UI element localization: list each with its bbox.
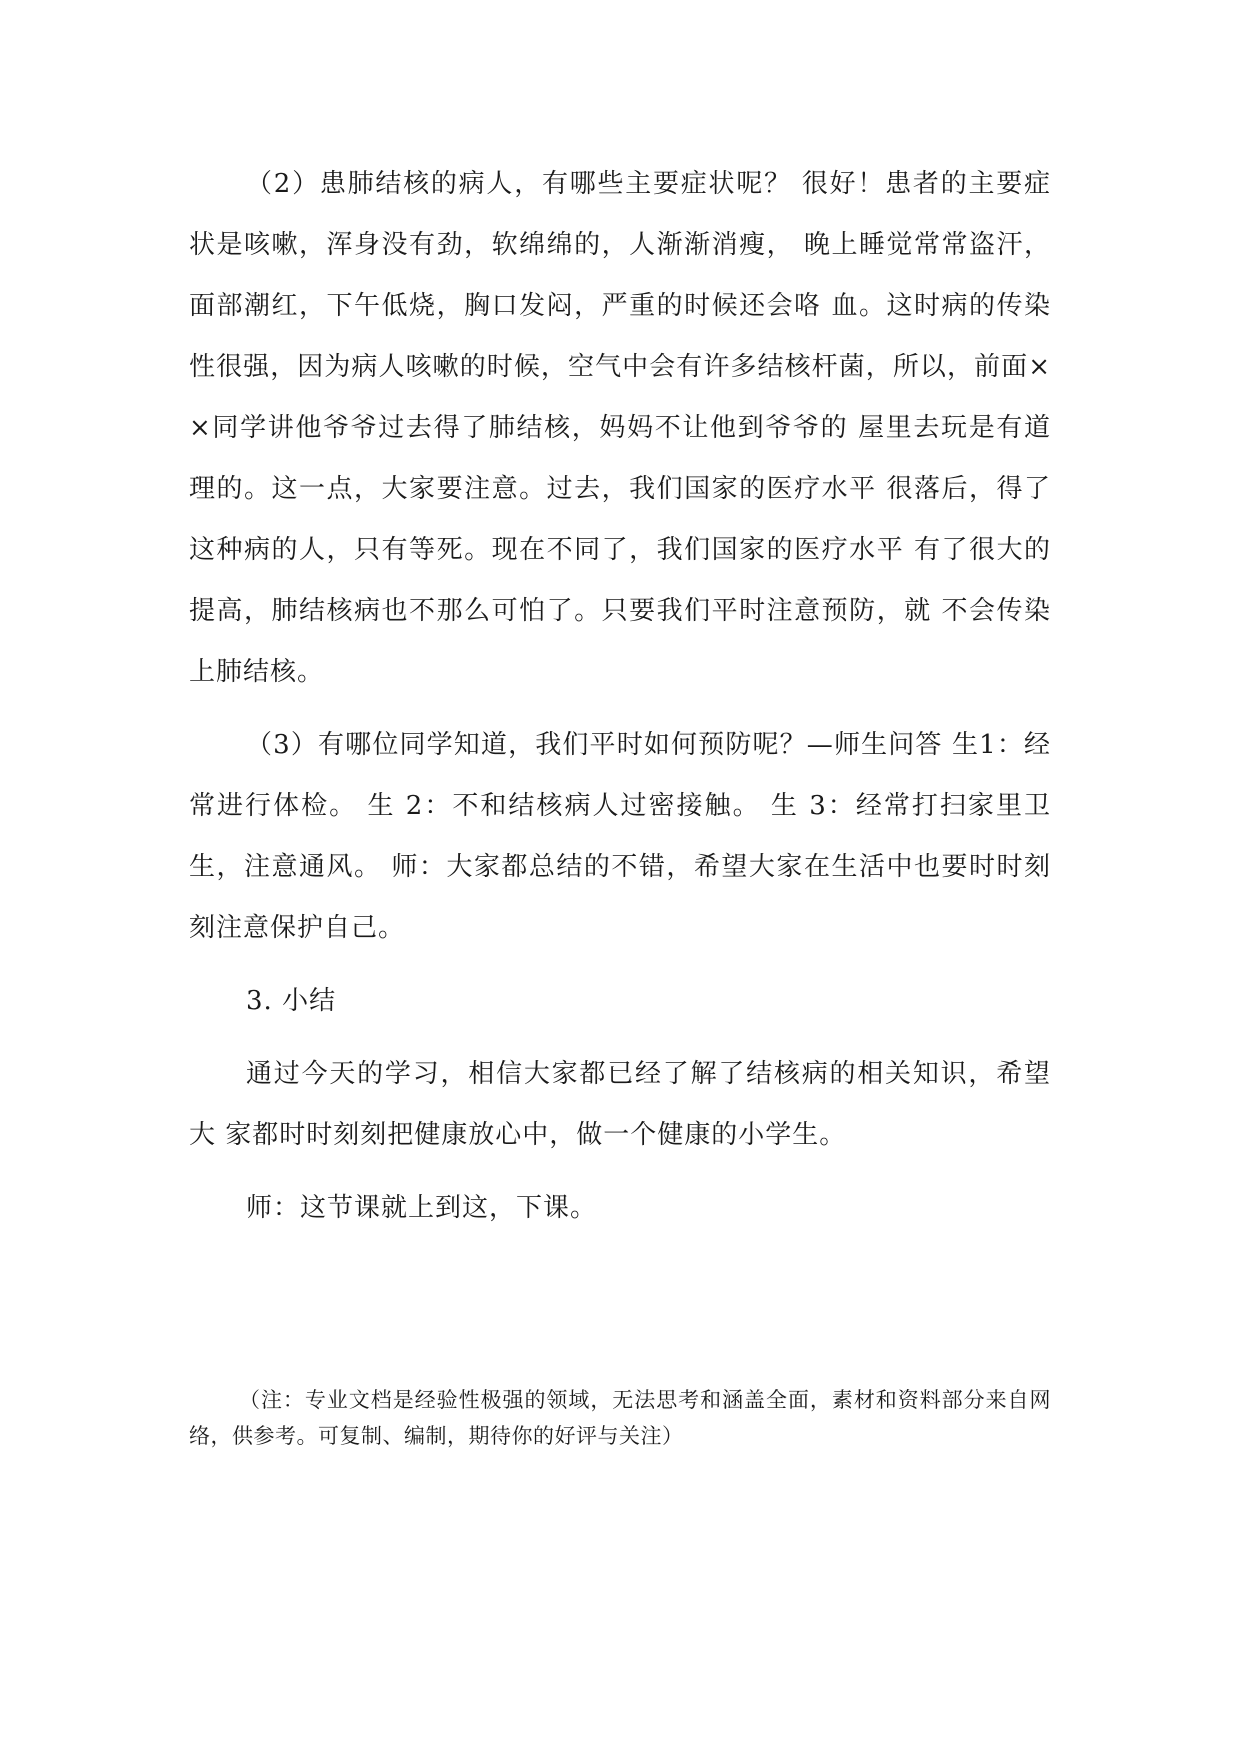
section-heading-summary: 3. 小结: [246, 986, 337, 1016]
paragraph-closing: 师：这节课就上到这，下课。: [246, 1193, 598, 1223]
document-body: [189, 154, 1051, 1251]
footnote: （注：专业文档是经验性极强的领域，无法思考和涵盖全面，素材和资料部分来自网络，供参考。可复制、编制，期待你的好评与关注）: [189, 1388, 1051, 1448]
paragraph-symptoms: （2）患肺结核的病人，有哪些主要症状呢？ 很好！患者的主要症状是咳嗽，浑身没有劲，软绵绵的，人渐渐消瘦， 晚上睡觉常常盗汗，面部潮红，下午低烧，胸口发闷，严重的时候还会咯 血。这时病的传染性很强，因为病人咳嗽的时候，空气中会有许多结核杆菌，所以，前面××同学讲他爷爷过去得了肺结核，妈妈不让他到爷爷的 屋里去玩是有道理的。这一点，大家要注意。过去，我们国家的医疗水平 很落后，得了这种病的人，只有等死。现在不同了，我们国家的医疗水平 有了很大的提高，肺结核病也不那么可怕了。只要我们平时注意预防，就 不会传染上肺结核。: [189, 169, 1051, 687]
paragraph-prevention: （3）有哪位同学知道，我们平时如何预防呢？—师生问答 生1：经常进行体检。 生 2：不和结核病人过密接触。 生 3：经常打扫家里卫生，注意通风。 师：大家都总结的不错，希望大家在生活中也要时时刻刻注意保护自己。: [189, 730, 1051, 943]
paragraph-summary: 通过今天的学习，相信大家都已经了解了结核病的相关知识，希望大 家都时时刻刻把健康放心中，做一个健康的小学生。: [189, 1059, 1051, 1150]
